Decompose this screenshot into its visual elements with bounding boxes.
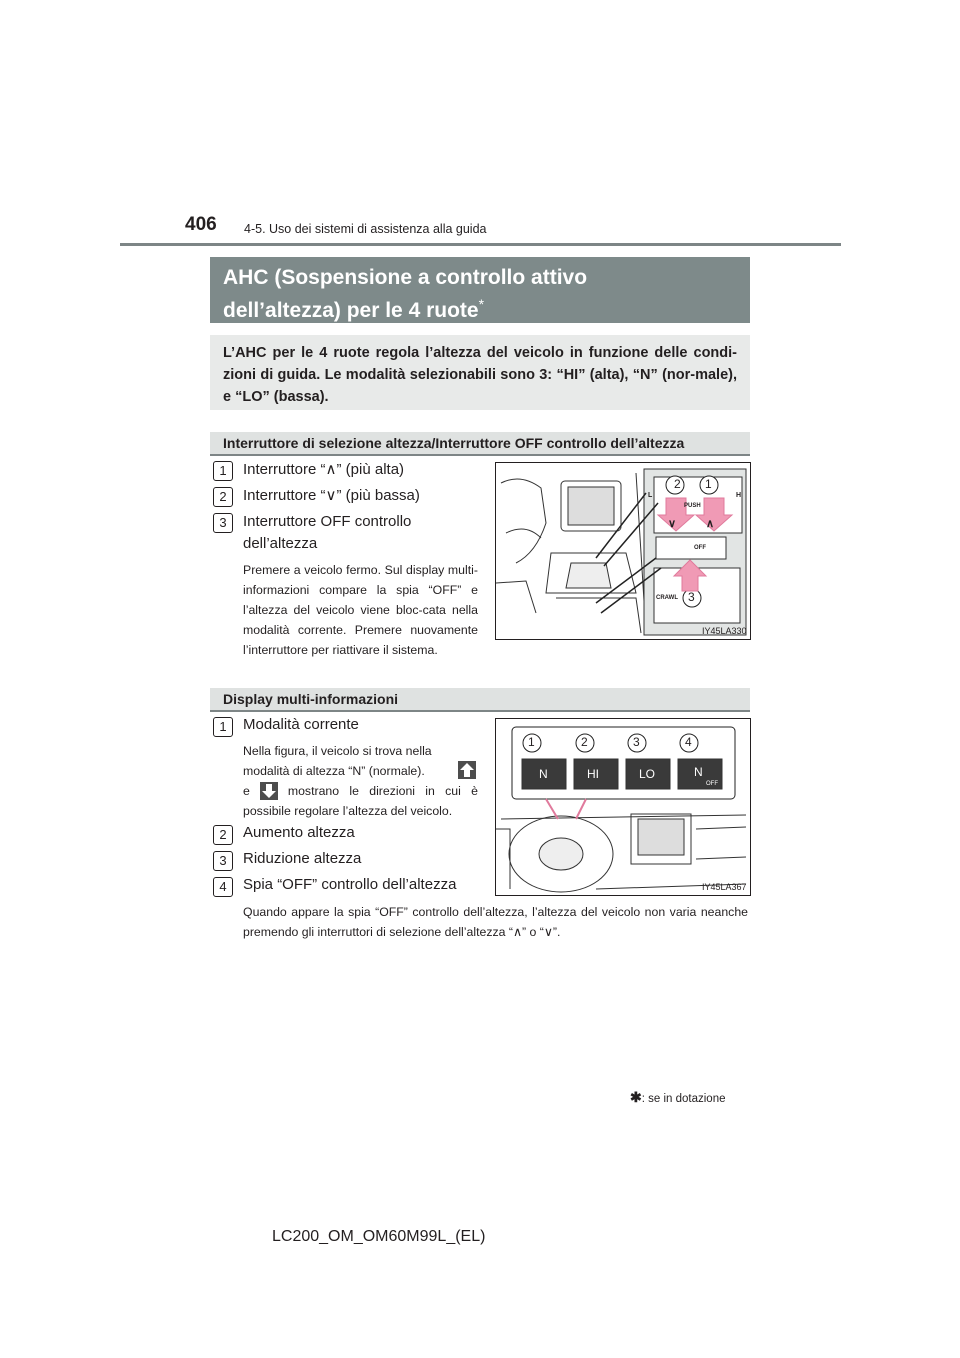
item-3-line-2: dell’altezza xyxy=(243,535,318,552)
list-item xyxy=(243,511,478,555)
callout-4: 4 xyxy=(685,735,692,749)
figure-code: IY45LA330 xyxy=(702,626,747,636)
mode-n: N xyxy=(539,767,548,781)
figure-code: IY45LA367 xyxy=(702,882,747,892)
item-1-description: Nella figura, il veicolo si trova nella modalità di altezza “N” (normale). e mostrano le direzioni in cui è possibile regolare l’altezza del veicolo. xyxy=(243,744,478,818)
off-indicator: OFF xyxy=(706,781,718,787)
mode-lo: LO xyxy=(639,767,656,781)
down-glyph: ∨ xyxy=(668,518,677,530)
l-label: L xyxy=(648,492,653,499)
list-item: Modalità corrente xyxy=(243,716,359,733)
title-line-2: dell’altezza) per le 4 ruote xyxy=(223,299,479,322)
page-number: 406 xyxy=(185,214,217,235)
asterisk-icon: ✱ xyxy=(630,1089,642,1105)
list-item: Interruttore “∧” (più alta) xyxy=(243,461,405,478)
item-number: 3 xyxy=(213,513,233,533)
arrow-down-icon xyxy=(260,782,278,800)
callout-3: 3 xyxy=(633,735,640,749)
up-glyph: ∧ xyxy=(706,518,715,530)
item-number: 1 xyxy=(213,717,233,737)
list-item: Aumento altezza xyxy=(243,824,355,841)
section-2-heading-box xyxy=(210,688,750,712)
availability-note: ✱: se in dotazione xyxy=(630,1089,726,1105)
item-3-line-1: Interruttore OFF controllo xyxy=(243,513,412,530)
switch-figure xyxy=(495,462,751,640)
h-label: H xyxy=(736,492,742,499)
asterisk-mark: * xyxy=(478,296,485,312)
page-title xyxy=(223,264,587,324)
callout-3: 3 xyxy=(688,590,695,604)
footer-code: LC200_OM_OM60M99L_(EL) xyxy=(272,1228,486,1245)
mode-hi: HI xyxy=(587,767,599,781)
header-rule xyxy=(120,243,841,246)
title-box xyxy=(210,257,750,323)
callout-2: 2 xyxy=(581,735,588,749)
list-item: Interruttore “∨” (più bassa) xyxy=(243,487,420,504)
mode-n-off: N xyxy=(694,765,703,779)
arrow-up-icon xyxy=(458,761,476,779)
callout-1: 1 xyxy=(705,477,712,491)
intro-box xyxy=(210,335,750,410)
list-item: Spia “OFF” controllo dell’altezza xyxy=(243,876,457,893)
display-figure xyxy=(495,718,751,896)
callout-2: 2 xyxy=(674,477,681,491)
push-label: PUSH xyxy=(684,503,701,509)
item-number: 2 xyxy=(213,487,233,507)
item-3-description: Premere a veicolo fermo. Sul display multi-informazioni compare la spia “OFF” e l’altezza del veicolo viene bloc-cata nella modalità corrente. Premere nuovamente l’interruttore per riattivare il sistema. xyxy=(243,563,478,657)
item-number: 4 xyxy=(213,877,233,897)
section-title: 4-5. Uso dei sistemi di assistenza alla guida xyxy=(244,222,487,236)
off-footnote: Quando appare la spia “OFF” controllo dell’altezza, l’altezza del veicolo non varia neanche premendo gli interruttori di selezione dell’altezza “∧” o “∨”. xyxy=(243,905,748,939)
title-line-1: AHC (Sospensione a controllo attivo xyxy=(223,266,588,289)
section-2-heading: Display multi-informazioni xyxy=(223,691,399,707)
callout-1: 1 xyxy=(528,735,535,749)
section-1-heading-box xyxy=(210,432,750,456)
list-item: Riduzione altezza xyxy=(243,850,362,867)
section-1-heading: Interruttore di selezione altezza/Interruttore OFF controllo dell’altezza xyxy=(223,435,685,451)
item-number: 1 xyxy=(213,461,233,481)
off-label: OFF xyxy=(694,545,706,551)
crawl-label: CRAWL xyxy=(656,595,678,601)
item-number: 3 xyxy=(213,851,233,871)
intro-text: L’AHC per le 4 ruote regola l’altezza del veicolo in funzione delle condi-zioni di guida. Le modalità selezionabili sono 3: “HI” (alta), “N” (nor-male), e “LO” (bassa). xyxy=(223,345,737,405)
item-number: 2 xyxy=(213,825,233,845)
